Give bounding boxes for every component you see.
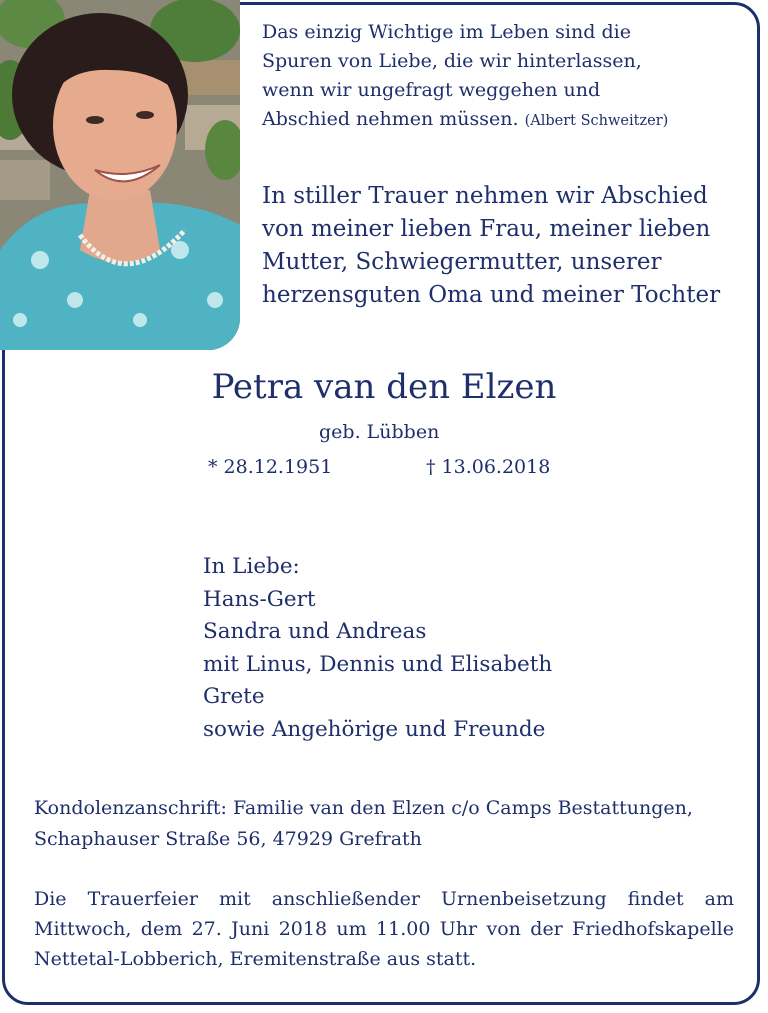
intro-line: von meiner lieben Frau, meiner lieben — [262, 216, 711, 242]
intro-line: herzensguten Oma und meiner Tochter — [262, 282, 721, 308]
mourners-list — [203, 551, 552, 747]
quote-author: (Albert Schweitzer) — [524, 113, 669, 129]
quote-line: wenn wir ungefragt weggehen und — [262, 79, 601, 101]
mourner-line: mit Linus, Dennis und Elisabeth — [203, 651, 553, 677]
address-line: Schaphauser Straße 56, 47929 Grefrath — [34, 828, 422, 850]
portrait-photo — [0, 0, 240, 350]
birth-date: * 28.12.1951 — [208, 456, 333, 478]
mourners-heading: In Liebe: — [203, 554, 300, 579]
funeral-service-info: Die Trauerfeier mit anschließender Urnenbeisetzung findet am Mittwoch, dem 27. Juni 2018 um 11.00 Uhr von der Friedhofskapelle Nettetal-Lobberich, Eremitenstraße aus statt. — [34, 888, 734, 970]
mourner-line: sowie Angehörige und Freunde — [203, 716, 546, 742]
quote-line: Abschied nehmen müssen. — [262, 108, 519, 130]
quote-line: Spuren von Liebe, die wir hinterlassen, — [262, 50, 642, 72]
address-line: Kondolenzanschrift: Familie van den Elzen c/o Camps Bestattungen, — [34, 797, 693, 819]
mourner-line: Hans-Gert — [203, 586, 316, 612]
mourning-intro — [262, 180, 748, 312]
maiden-name: geb. Lübben — [319, 421, 440, 443]
quote-line-last — [262, 105, 742, 136]
death-date: † 13.06.2018 — [426, 456, 551, 478]
quote-line: Das einzig Wichtige im Leben sind die — [262, 21, 631, 43]
intro-line: In stiller Trauer nehmen wir Abschied — [262, 183, 708, 209]
intro-line: Mutter, Schwiegermutter, unserer — [262, 249, 662, 275]
deceased-name: Petra van den Elzen — [211, 367, 557, 407]
mourner-line: Grete — [203, 684, 265, 710]
mourner-line: Sandra und Andreas — [203, 619, 427, 645]
condolence-address — [34, 793, 734, 855]
quote-block — [262, 18, 742, 136]
